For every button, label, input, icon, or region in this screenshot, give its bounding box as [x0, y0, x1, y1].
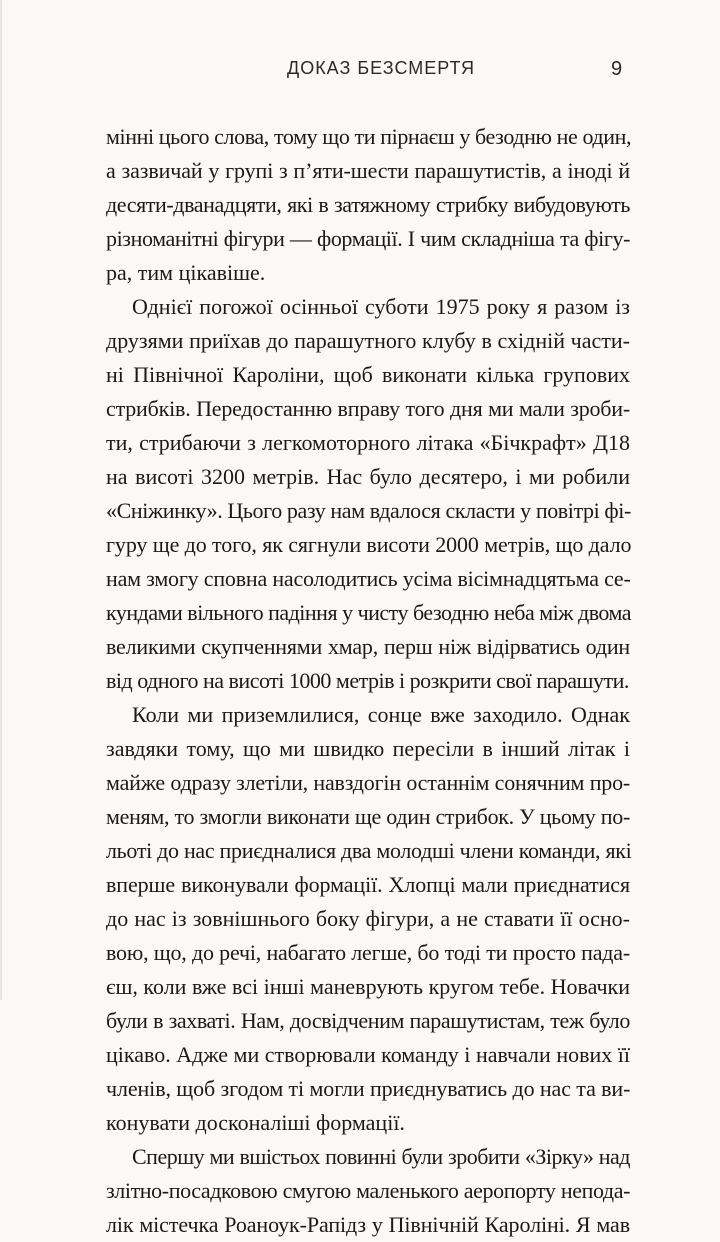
text-line: гуру ще до того, як сягнули висоти 2000 метрів, що дало: [106, 532, 632, 557]
text-line: до нас із зовнішнього боку фігури, а не ставати її осно-: [106, 906, 630, 931]
running-header: [2, 58, 720, 88]
text-line: ра, тим цікавіше.: [106, 260, 266, 285]
text-line: конувати досконаліші формації.: [106, 1110, 405, 1135]
text-line: завдяки тому, що ми швидко пересіли в інший літак і: [106, 736, 630, 761]
text-line: мінні цього слова, тому що ти пірнаєш у безодню не один,: [106, 124, 632, 149]
text-line: меням, то змогли виконати ще один стрибок. У цьому по-: [106, 804, 630, 829]
text-line: великими скупченнями хмар, перш ніж відірватись один: [106, 634, 630, 659]
text-line: злітно-посадковою смугою маленького аеропорту непода-: [106, 1178, 630, 1203]
text-line: «Сніжинку». Цього разу нам вдалося скласти у повітрі фі-: [106, 498, 631, 523]
text-line: ні Північної Кароліни, щоб виконати кілька групових: [106, 362, 630, 387]
text-line: на висоті 3200 метрів. Нас було десятеро, і ми робили: [106, 464, 630, 489]
body-text: [106, 120, 630, 1242]
text-line: льоті до нас приєдналися два молодші члени команди, які: [106, 838, 632, 863]
text-line: членів, щоб згодом ті могли приєднуватись до нас та ви-: [106, 1076, 631, 1101]
text-line: кундами вільного падіння у чисту безодню неба між двома: [106, 600, 632, 625]
text-line: Коли ми приземлилися, сонце вже заходило. Однак: [132, 702, 630, 727]
text-line: єш, коли вже всі інші маневрують кругом тебе. Новачки: [106, 974, 630, 999]
text-line: вперше виконували формації. Хлопці мали приєднатися: [106, 872, 630, 897]
text-line: ти, стрибаючи з легкомоторного літака «Бічкрафт» Д18: [106, 430, 630, 455]
text-line: цікаво. Адже ми створювали команду і навчали нових її: [106, 1042, 630, 1067]
text-line: стрибків. Передостанню вправу того дня ми мали зроби-: [106, 396, 630, 421]
text-line: від одного на висоті 1000 метрів і розкрити свої парашути.: [106, 668, 629, 693]
text-line: нам змогу сповна насолодитись усіма вісімнадцятьма се-: [106, 566, 631, 591]
text-line: були в захваті. Нам, досвідченим парашутистам, теж було: [106, 1008, 630, 1033]
text-line: різноманітні фігури — формації. І чим складніша та фігу-: [106, 226, 630, 251]
text-line: друзями приїхав до парашутного клубу в східній части-: [106, 328, 630, 353]
text-line: вою, що, до речі, набагато легше, бо тоді ти просто пада-: [106, 940, 630, 965]
text-line: майже одразу злетіли, навздогін останнім сонячним про-: [106, 770, 630, 795]
page-number: 9: [611, 58, 623, 80]
text-line: Спершу ми вшістьох повинні були зробити «Зірку» над: [132, 1144, 630, 1169]
running-title: ДОКАЗ БЕЗСМЕРТЯ: [287, 58, 476, 78]
text-line: десяти-дванадцяти, які в затяжному стрибку вибудовують: [106, 192, 630, 217]
text-line: а зазвичай у групі з п’яти-шести парашутистів, а іноді й: [106, 158, 630, 183]
text-line: Однієї погожої осінньої суботи 1975 року я разом із: [132, 294, 630, 319]
text-line: лік містечка Роаноук-Рапідз у Північній Кароліні. Я мав: [106, 1212, 630, 1237]
